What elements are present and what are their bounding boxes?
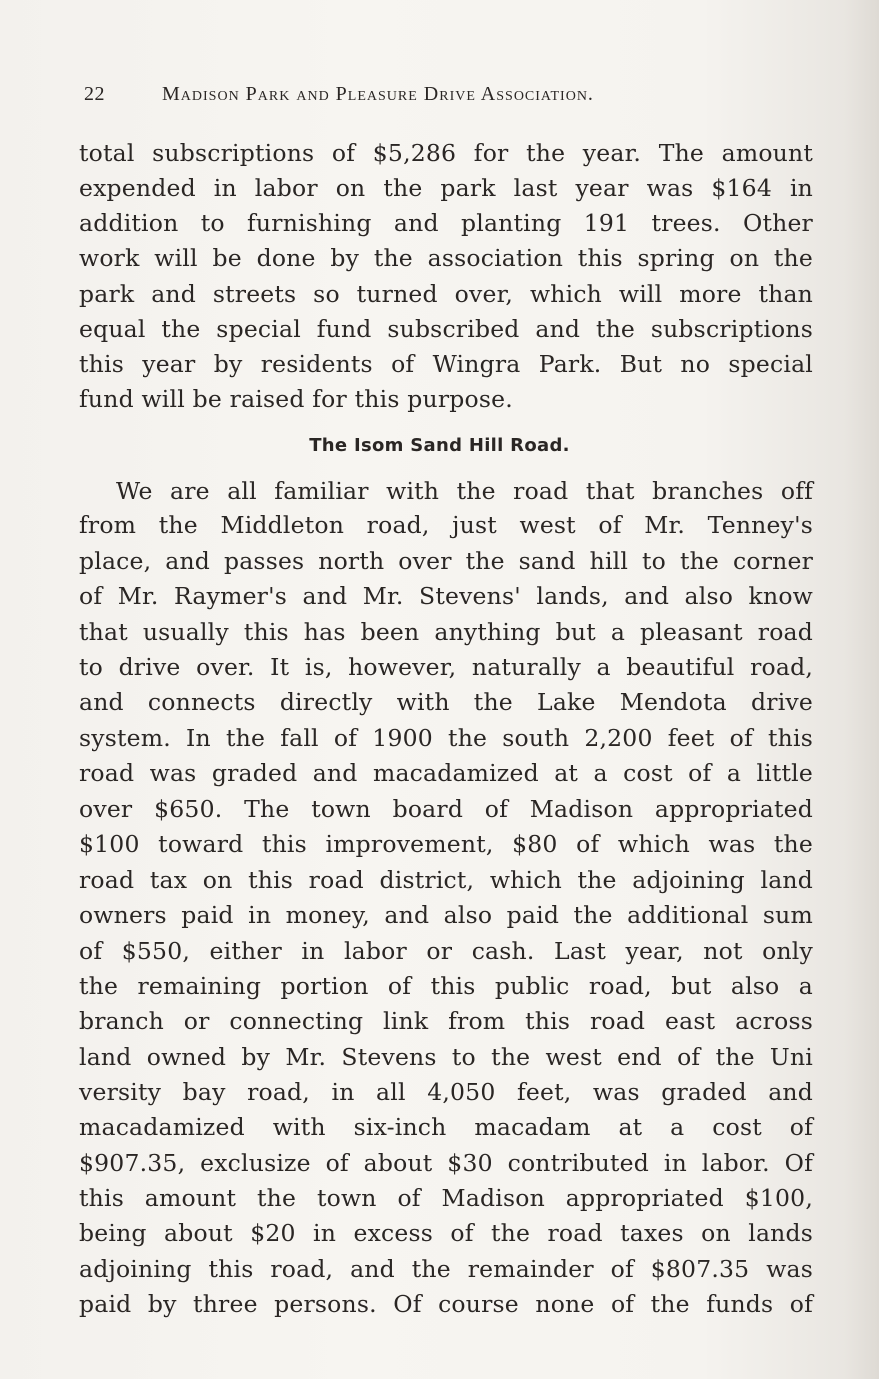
- text-line: of $550, either in labor or cash. Last year, not only: [79, 937, 813, 965]
- text-line: road was graded and macadamized at a cost of a little: [79, 759, 813, 787]
- text-line: total subscriptions of $5,286 for the year. The amount: [79, 139, 813, 167]
- text-line: owners paid in money, and also paid the additional sum: [79, 901, 813, 929]
- text-line: expended in labor on the park last year was $164 in: [79, 174, 813, 202]
- text-line: $100 toward this improvement, $80 of which was the: [79, 830, 813, 858]
- text-line: work will be done by the association this spring on the: [79, 244, 813, 272]
- page-number: 22: [84, 83, 105, 105]
- text-line: place, and passes north over the sand hill to the corner: [79, 547, 813, 575]
- text-line: paid by three persons. Of course none of the funds of: [79, 1290, 813, 1318]
- text-line: adjoining this road, and the remainder of $807.35 was: [79, 1255, 813, 1283]
- text-line: We are all familiar with the road that branches off: [116, 477, 813, 505]
- text-line: branch or connecting link from this road east across: [79, 1007, 813, 1035]
- section-heading: The Isom Sand Hill Road.: [309, 435, 570, 456]
- running-title: Madison Park and Pleasure Drive Association.: [162, 83, 594, 105]
- text-line: over $650. The town board of Madison appropriated: [79, 795, 813, 823]
- text-line: and connects directly with the Lake Mendota drive: [79, 688, 813, 716]
- text-line: the remaining portion of this public road, but also a: [79, 972, 813, 1000]
- text-line: road tax on this road district, which the adjoining land: [79, 866, 813, 894]
- text-line: to drive over. It is, however, naturally a beautiful road,: [79, 653, 813, 681]
- text-line: that usually this has been anything but a pleasant road: [79, 618, 813, 646]
- text-line: this year by residents of Wingra Park. But no special: [79, 350, 813, 378]
- page-header: [84, 83, 744, 113]
- text-line: fund will be raised for this purpose.: [79, 385, 513, 413]
- text-line: park and streets so turned over, which will more than: [79, 280, 813, 308]
- text-line: macadamized with six-inch macadam at a cost of: [79, 1113, 813, 1141]
- text-line: of Mr. Raymer's and Mr. Stevens' lands, and also know: [79, 582, 813, 610]
- text-line: from the Middleton road, just west of Mr. Tenney's: [79, 511, 813, 539]
- text-line: addition to furnishing and planting 191 trees. Other: [79, 209, 813, 237]
- text-line: equal the special fund subscribed and the subscriptions: [79, 315, 813, 343]
- text-line: this amount the town of Madison appropriated $100,: [79, 1184, 813, 1212]
- text-line: system. In the fall of 1900 the south 2,200 feet of this: [79, 724, 813, 752]
- text-line: being about $20 in excess of the road taxes on lands: [79, 1219, 813, 1247]
- text-line: $907.35, exclusize of about $30 contributed in labor. Of: [79, 1149, 813, 1177]
- text-line: land owned by Mr. Stevens to the west end of the Uni: [79, 1043, 813, 1071]
- text-line: versity bay road, in all 4,050 feet, was graded and: [79, 1078, 813, 1106]
